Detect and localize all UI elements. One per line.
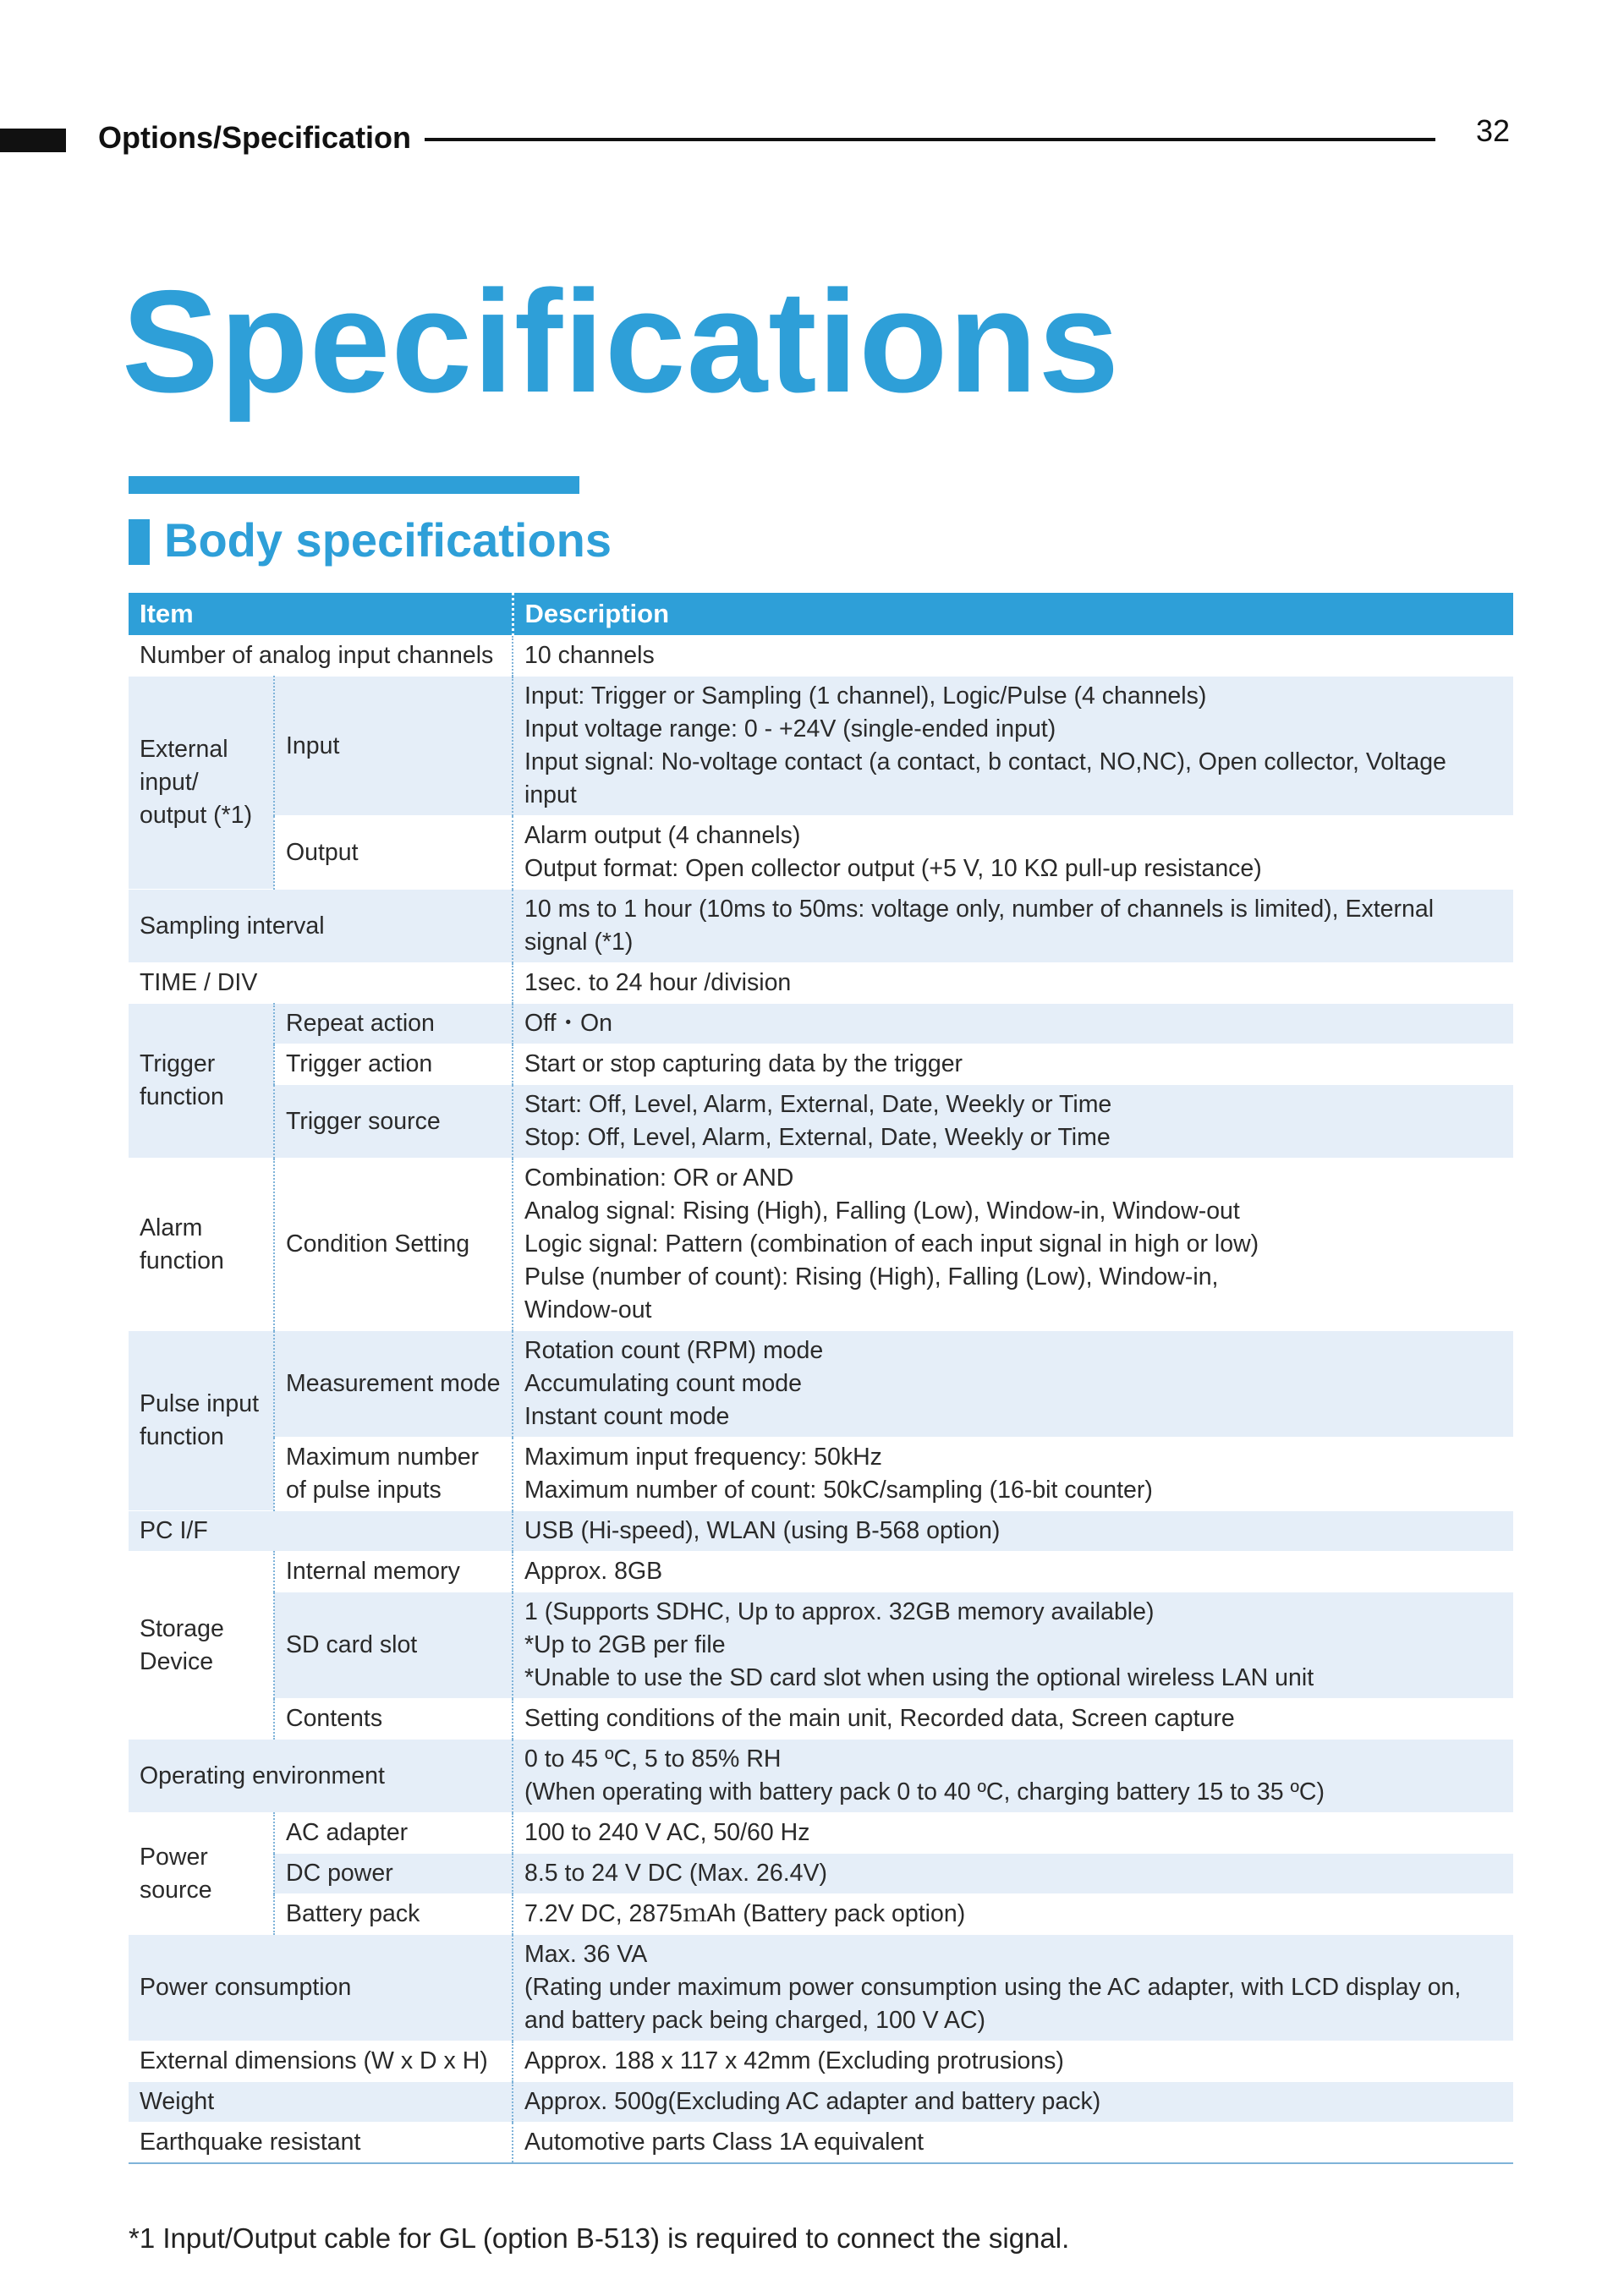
spec-table: [129, 593, 1513, 2164]
row-subitem: Repeat action: [274, 1004, 513, 1044]
desc-line: Input signal: No-voltage contact (a contact, b contact, NO,NC), Open collector, Voltage input: [524, 748, 1446, 808]
desc-line: 0 to 45 ºC, 5 to 85% RH: [524, 1745, 782, 1773]
row-desc: 10 channels: [513, 636, 1513, 677]
table-row: [129, 1699, 1513, 1740]
table-row: [129, 1331, 1513, 1438]
table-row: [129, 963, 1513, 1004]
desc-line: Combination: OR or AND: [524, 1164, 794, 1192]
row-desc: 8.5 to 24 V DC (Max. 26.4V): [513, 1854, 1513, 1894]
row-item: Alarm function: [129, 1159, 274, 1331]
desc-line: Stop: Off, Level, Alarm, External, Date, Weekly or Time: [524, 1124, 1111, 1151]
desc-line: *Up to 2GB per file: [524, 1631, 726, 1658]
table-row: [129, 677, 1513, 816]
row-item: Weight: [129, 2082, 513, 2123]
header-rule: [425, 138, 1435, 141]
row-desc: Off・On: [513, 1004, 1513, 1044]
row-desc: 7.2V DC, 2875ｍAh (Battery pack option): [513, 1894, 1513, 1935]
title-underline: [129, 476, 579, 494]
row-subitem: Internal memory: [274, 1552, 513, 1592]
row-subitem: AC adapter: [274, 1813, 513, 1854]
desc-line: Maximum number of count: 50kC/sampling (16-bit counter): [524, 1477, 1153, 1504]
desc-line: 1 (Supports SDHC, Up to approx. 32GB memory available): [524, 1598, 1155, 1625]
row-subitem: Input: [274, 677, 513, 816]
table-row: [129, 2123, 1513, 2164]
section-title: Body specifications: [164, 513, 612, 567]
page-number: 32: [1476, 113, 1511, 148]
row-item: External dimensions (W x D x H): [129, 2041, 513, 2082]
row-desc: Automotive parts Class 1A equivalent: [513, 2123, 1513, 2164]
desc-line: Max. 36 VA: [524, 1941, 648, 1968]
desc-line: Accumulating count mode: [524, 1370, 802, 1397]
row-desc: [513, 1592, 1513, 1699]
row-subitem: DC power: [274, 1854, 513, 1894]
desc-line: *Unable to use the SD card slot when using the optional wireless LAN unit: [524, 1664, 1314, 1691]
row-desc: 100 to 240 V AC, 50/60 Hz: [513, 1813, 1513, 1854]
desc-line: (Rating under maximum power consumption using the AC adapter, with LCD display on, and battery pack being charged, 100 V AC): [524, 1974, 1462, 2034]
row-desc: [513, 1935, 1513, 2041]
row-desc: [513, 1740, 1513, 1813]
row-item: External input/ output (*1): [129, 677, 274, 890]
row-item: Sampling interval: [129, 890, 513, 963]
section-marker: [129, 519, 150, 565]
header-item: Item: [129, 593, 513, 636]
table-row: [129, 1552, 1513, 1592]
row-desc: [513, 677, 1513, 816]
row-subitem: Battery pack: [274, 1894, 513, 1935]
table-row: [129, 1044, 1513, 1085]
desc-line: Output format: Open collector output (+5 V, 10 KΩ pull-up resistance): [524, 855, 1262, 882]
row-subitem: Trigger source: [274, 1085, 513, 1159]
desc-line: (When operating with battery pack 0 to 40 ºC, charging battery 15 to 35 ºC): [524, 1778, 1325, 1806]
row-desc: 10 ms to 1 hour (10ms to 50ms: voltage only, number of channels is limited), External signal (*1): [513, 890, 1513, 963]
desc-line: Pulse (number of count): Rising (High), Falling (Low), Window-in,: [524, 1263, 1219, 1290]
table-row: [129, 890, 1513, 963]
header-description: Description: [513, 593, 1513, 636]
table-row: [129, 1085, 1513, 1159]
row-desc: [513, 1159, 1513, 1331]
desc-line: Input voltage range: 0 - +24V (single-ended input): [524, 715, 1056, 743]
row-item: Earthquake resistant: [129, 2123, 513, 2164]
row-desc: [513, 1331, 1513, 1438]
row-desc: Setting conditions of the main unit, Recorded data, Screen capture: [513, 1699, 1513, 1740]
row-item: Power source: [129, 1813, 274, 1935]
footnote: *1 Input/Output cable for GL (option B-513) is required to connect the signal.: [129, 2222, 1070, 2254]
row-subitem: Measurement mode: [274, 1331, 513, 1438]
table-row: [129, 1813, 1513, 1854]
row-item: PC I/F: [129, 1511, 513, 1552]
header-bar: [0, 129, 66, 152]
row-item: Power consumption: [129, 1935, 513, 2041]
desc-line: Maximum input frequency: 50kHz: [524, 1444, 882, 1471]
desc-line: Input: Trigger or Sampling (1 channel), Logic/Pulse (4 channels): [524, 682, 1207, 710]
table-row: [129, 2041, 1513, 2082]
table-row: [129, 2082, 1513, 2123]
row-item: Pulse input function: [129, 1331, 274, 1511]
desc-line: Window-out: [524, 1296, 652, 1323]
table-row: [129, 1894, 1513, 1935]
row-desc: USB (Hi-speed), WLAN (using B-568 option): [513, 1511, 1513, 1552]
row-item: Operating environment: [129, 1740, 513, 1813]
row-desc: [513, 816, 1513, 890]
desc-line: Rotation count (RPM) mode: [524, 1337, 824, 1364]
row-desc: Approx. 188 x 117 x 42mm (Excluding protrusions): [513, 2041, 1513, 2082]
row-item: Trigger function: [129, 1004, 274, 1159]
table-row: [129, 1935, 1513, 2041]
table-row: [129, 1004, 1513, 1044]
row-subitem: Output: [274, 816, 513, 890]
table-row: [129, 1592, 1513, 1699]
table-row: [129, 1438, 1513, 1511]
desc-line: Instant count mode: [524, 1403, 730, 1430]
table-row: [129, 1159, 1513, 1331]
row-desc: 1sec. to 24 hour /division: [513, 963, 1513, 1004]
header-section-title: Options/Specification: [98, 120, 412, 155]
table-row: [129, 816, 1513, 890]
row-subitem: Trigger action: [274, 1044, 513, 1085]
row-subitem: SD card slot: [274, 1592, 513, 1699]
row-subitem: Condition Setting: [274, 1159, 513, 1331]
row-item: Number of analog input channels: [129, 636, 513, 677]
desc-line: Start: Off, Level, Alarm, External, Date, Weekly or Time: [524, 1091, 1112, 1118]
desc-line: Alarm output (4 channels): [524, 822, 801, 849]
row-item: TIME / DIV: [129, 963, 513, 1004]
row-subitem: Contents: [274, 1699, 513, 1740]
table-row: [129, 1854, 1513, 1894]
row-desc: Start or stop capturing data by the trigger: [513, 1044, 1513, 1085]
page-title: Specifications: [122, 260, 1121, 423]
desc-line: Analog signal: Rising (High), Falling (Low), Window-in, Window-out: [524, 1197, 1240, 1225]
table-row: [129, 1511, 1513, 1552]
table-header-row: [129, 593, 1513, 636]
row-desc: [513, 1438, 1513, 1511]
desc-line: Logic signal: Pattern (combination of each input signal in high or low): [524, 1230, 1259, 1258]
row-desc: [513, 1085, 1513, 1159]
row-desc: Approx. 500g(Excluding AC adapter and battery pack): [513, 2082, 1513, 2123]
row-item: Storage Device: [129, 1552, 274, 1740]
row-desc: Approx. 8GB: [513, 1552, 1513, 1592]
row-subitem: Maximum number of pulse inputs: [274, 1438, 513, 1511]
table-row: [129, 636, 1513, 677]
table-row: [129, 1740, 1513, 1813]
